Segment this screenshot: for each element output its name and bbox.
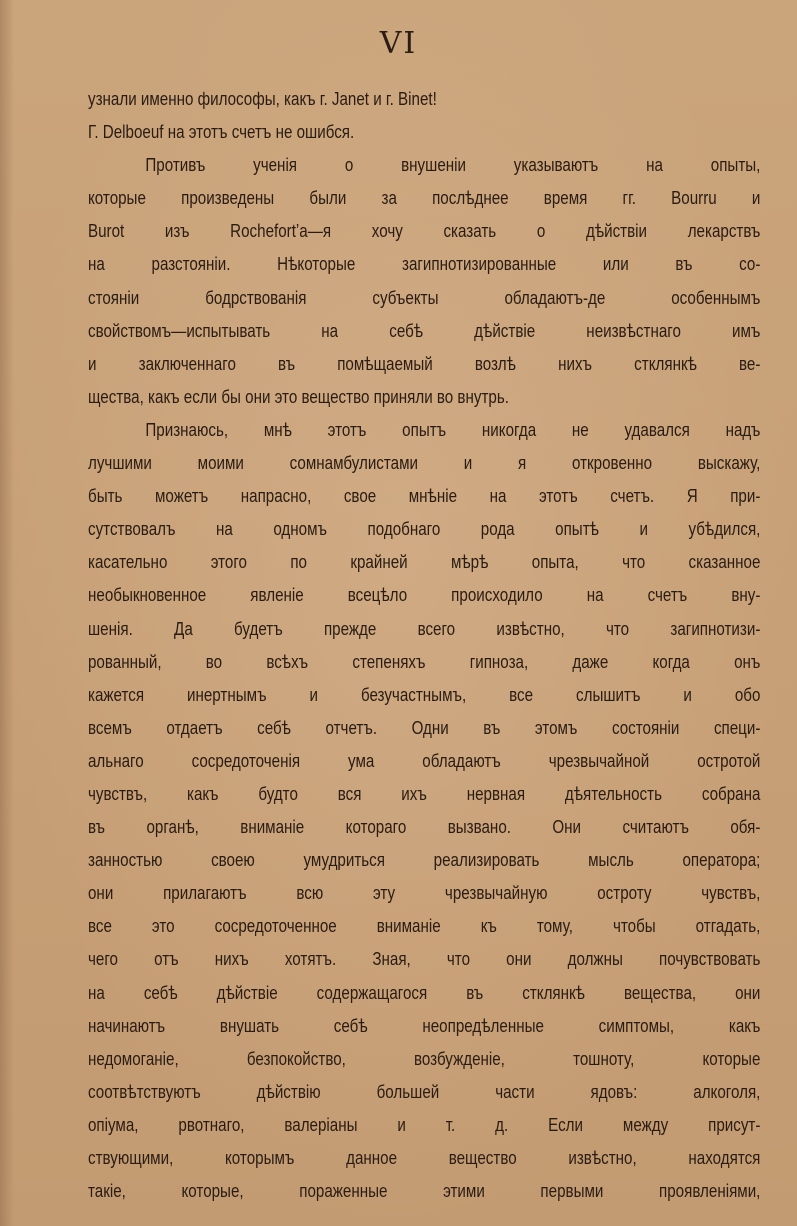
text-line: и заключеннаго въ помѣщаемый возлѣ нихъ стклянкѣ ве- — [88, 352, 761, 374]
text-line: сутствовалъ на одномъ подобнаго рода опытѣ и убѣдился, — [88, 518, 761, 540]
text-line: Burot изъ Rochefort’a—я хочу сказать о дѣйствіи лекарствъ — [88, 220, 761, 242]
text-line: щества, какъ если бы они это вещество приняли во внутрь. — [88, 385, 509, 407]
text-line: на разстояніи. Нѣкоторые загипнотизированные или въ со- — [88, 253, 761, 275]
text-line: рованный, во всѣхъ степеняхъ гипноза, даже когда онъ — [88, 650, 761, 672]
text-line: недомоганіе, безпокойство, возбужденіе, тошноту, которые — [88, 1047, 761, 1069]
text-line: Г. Delboeuf на этотъ счетъ не ошибся. — [88, 121, 355, 143]
text-line: лучшими моими сомнамбулистами и я откровенно выскажу, — [88, 452, 761, 474]
text-line: быть можетъ напрасно, свое мнѣніе на этотъ счетъ. Я при- — [88, 485, 761, 507]
text-line: чувствъ, какъ будто вся ихъ нервная дѣятельность собрана — [88, 782, 761, 804]
page-number: VI — [379, 26, 418, 61]
text-line: такіе, которые, пораженные этими первыми проявленіями, — [88, 1180, 761, 1202]
text-line: альнаго сосредоточенія ума обладаютъ чрезвычайной остротой — [88, 749, 761, 771]
text-line: чего отъ нихъ хотятъ. Зная, что они должны почувствовать — [88, 948, 761, 970]
text-line: узнали именно философы, какъ г. Janet и г. Binet! — [88, 88, 437, 109]
text-line: свойствомъ—испытывать на себѣ дѣйствіе неизвѣстнаго имъ — [88, 319, 761, 341]
text-line: необыкновенное явленіе всецѣло происходило на счетъ вну- — [88, 584, 761, 606]
spine-shadow — [0, 0, 14, 1226]
text-line: соотвѣтствуютъ дѣйствію большей части ядовъ: алкоголя, — [88, 1080, 761, 1102]
text-line: стояніи бодрствованія субъекты обладаютъ-де особеннымъ — [88, 286, 761, 308]
text-line: ствующими, которымъ данное вещество извѣстно, находятся — [88, 1147, 761, 1168]
text-line: кажется инертнымъ и безучастнымъ, все слышитъ и обо — [88, 683, 761, 705]
text-line: которые произведены были за послѣднее время гг. Bourru и — [88, 187, 761, 209]
text-line: въ органѣ, вниманіе котораго вызвано. Они считаютъ обя- — [88, 816, 761, 838]
text-line: они прилагаютъ всю эту чрезвычайную остроту чувствъ, — [88, 882, 761, 904]
text-line: касательно этого по крайней мѣрѣ опыта, что сказанное — [88, 551, 761, 573]
text-line: Противъ ученія о внушеніи указываютъ на опыты, — [145, 154, 761, 176]
text-line: шенія. Да будетъ прежде всего извѣстно, что загипнотизи- — [88, 617, 761, 639]
text-line: на себѣ дѣйствіе содержащагося въ стклянкѣ вещества, они — [88, 981, 761, 1003]
text-line: все это сосредоточенное вниманіе къ тому, чтобы отгадать, — [88, 915, 761, 937]
text-line: опіума, рвотнаго, валеріаны и т. д. Если между присут- — [88, 1113, 761, 1135]
text-line: Признаюсь, мнѣ этотъ опытъ никогда не удавался надъ — [145, 418, 761, 440]
text-line: начинаютъ внушать себѣ неопредѣленные симптомы, какъ — [88, 1014, 761, 1036]
text-line: занностью своею умудриться реализировать мысль оператора; — [88, 849, 761, 871]
text-line: всемъ отдаетъ себѣ отчетъ. Одни въ этомъ состояніи специ- — [88, 716, 761, 738]
body-text — [88, 82, 760, 1207]
